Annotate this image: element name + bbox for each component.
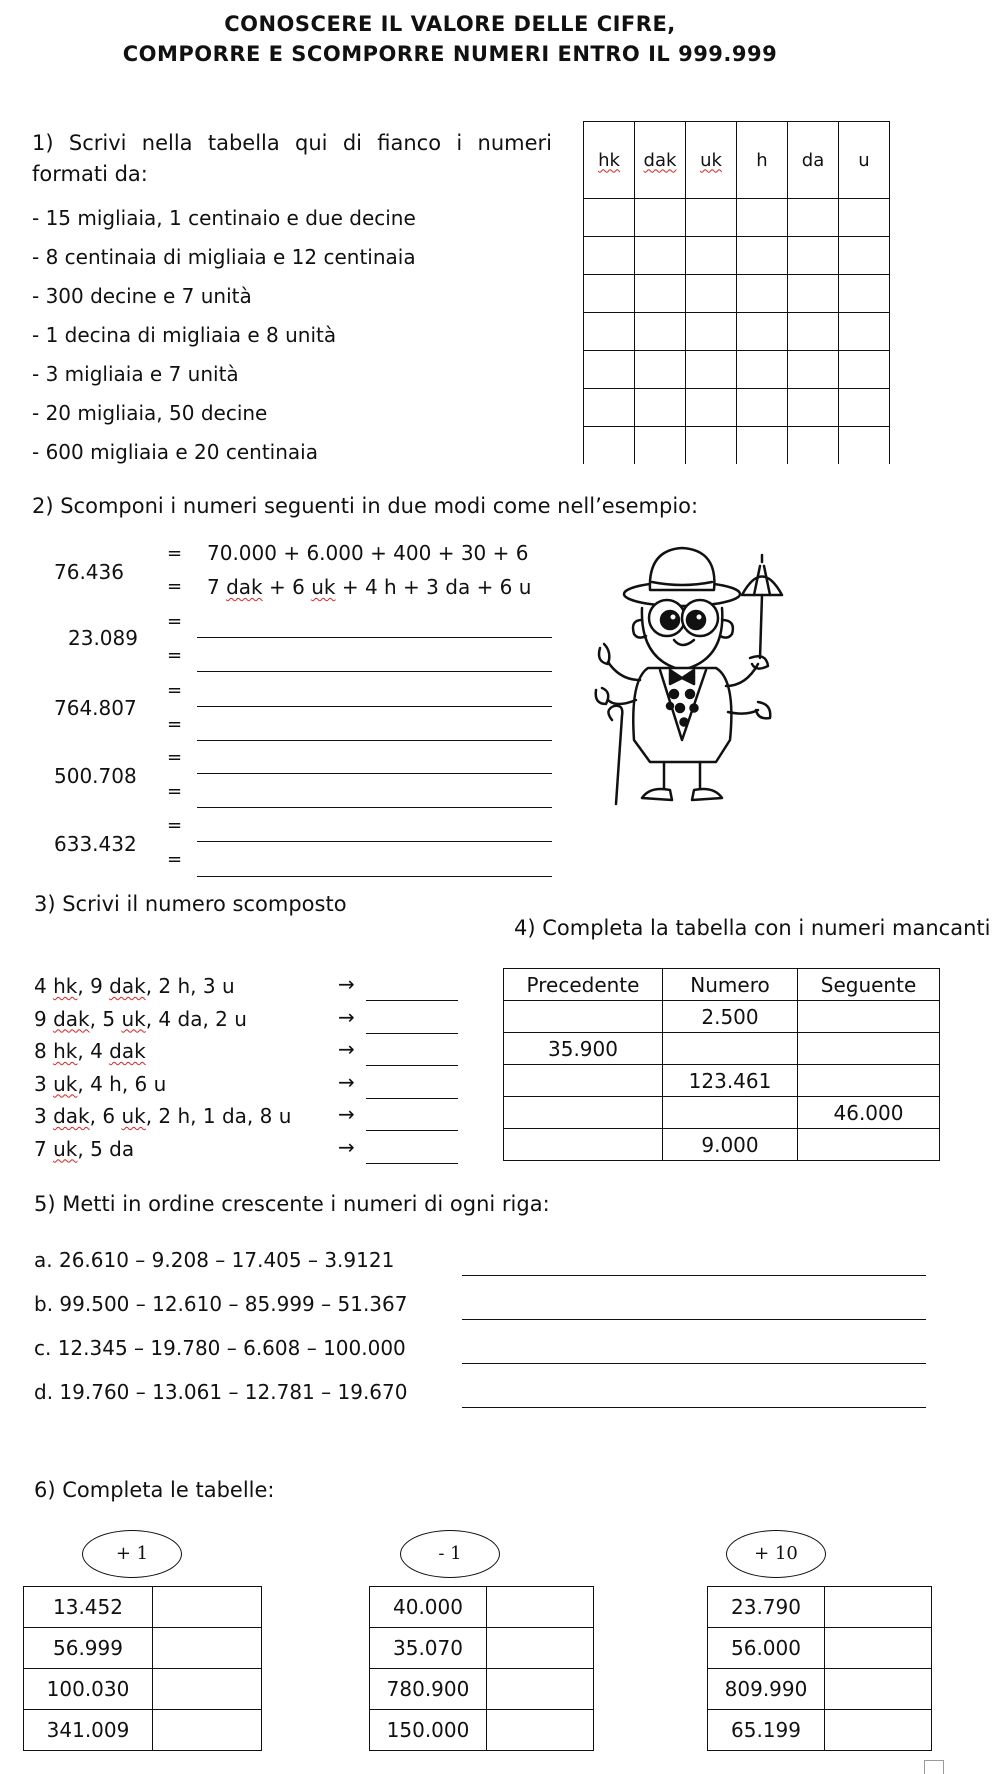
header-uk: uk <box>700 149 722 171</box>
answer-cell[interactable] <box>635 275 686 313</box>
table-cell[interactable] <box>798 1033 940 1065</box>
equals-sign: = <box>167 680 183 701</box>
answer-cell[interactable] <box>839 389 890 427</box>
equals-sign: = <box>167 815 183 836</box>
answer-cell[interactable] <box>487 1587 594 1628</box>
ex2-prompt: 2) Scomponi i numeri seguenti in due modi come nell’esempio: <box>32 494 699 518</box>
header-seguente: Seguente <box>798 969 940 1001</box>
decompose-number: 764.807 <box>54 696 137 720</box>
answer-cell[interactable] <box>825 1710 932 1751</box>
table-cell[interactable] <box>504 1065 663 1097</box>
order-row: c. 12.345 – 19.780 – 6.608 – 100.000 <box>34 1336 406 1360</box>
operation-oval: - 1 <box>400 1530 500 1578</box>
place-value-table <box>583 121 890 464</box>
list-item: - 20 migliaia, 50 decine <box>32 401 268 425</box>
operation-oval: + 1 <box>82 1530 182 1578</box>
arrow-icon: → <box>338 972 355 996</box>
answer-cell[interactable] <box>737 427 788 465</box>
answer-cell[interactable] <box>584 351 635 389</box>
table-cell: 23.790 <box>708 1587 825 1628</box>
answer-cell[interactable] <box>686 199 737 237</box>
table-cell: 100.030 <box>24 1669 153 1710</box>
answer-cell[interactable] <box>788 351 839 389</box>
order-row: a. 26.610 – 9.208 – 17.405 – 3.9121 <box>34 1248 395 1272</box>
answer-line[interactable] <box>366 1065 458 1066</box>
answer-cell[interactable] <box>788 389 839 427</box>
answer-line[interactable] <box>197 740 552 741</box>
table-cell[interactable]: 35.900 <box>504 1033 663 1065</box>
answer-cell[interactable] <box>584 313 635 351</box>
decompose-number: 633.432 <box>54 832 137 856</box>
ex5-prompt: 5) Metti in ordine crescente i numeri di ogni riga: <box>34 1192 550 1216</box>
ex3-rows <box>34 970 291 1165</box>
ex3-arrows <box>338 968 355 1163</box>
equals-sign: = <box>167 781 183 802</box>
ex3-prompt: 3) Scrivi il numero scomposto <box>34 892 347 916</box>
ex3-row: 9 dak, 5 uk, 4 da, 2 u <box>34 1006 247 1031</box>
equals-sign: = <box>167 849 183 870</box>
answer-line[interactable] <box>462 1275 926 1276</box>
answer-cell[interactable] <box>635 351 686 389</box>
answer-cell[interactable] <box>737 199 788 237</box>
answer-cell[interactable] <box>788 275 839 313</box>
answer-line[interactable] <box>366 1163 458 1164</box>
table-cell[interactable] <box>798 1065 940 1097</box>
table-cell[interactable]: 2.500 <box>663 1001 798 1033</box>
ex3-row: 3 dak, 6 uk, 2 h, 1 da, 8 u <box>34 1104 292 1128</box>
list-item: - 3 migliaia e 7 unità <box>32 362 239 386</box>
answer-line[interactable] <box>366 1130 458 1131</box>
answer-cell[interactable] <box>487 1710 594 1751</box>
answer-cell[interactable] <box>584 427 635 465</box>
ex3-row: 8 hk, 4 dak <box>34 1039 146 1063</box>
table-cell: 780.900 <box>370 1669 487 1710</box>
answer-line[interactable] <box>197 841 552 842</box>
header-precedente: Precedente <box>504 969 663 1001</box>
answer-cell[interactable] <box>839 237 890 275</box>
arrow-icon: → <box>338 1037 355 1061</box>
answer-cell[interactable] <box>737 275 788 313</box>
decompose-number: 500.708 <box>54 764 137 788</box>
answer-line[interactable] <box>197 876 552 877</box>
answer-cell[interactable] <box>825 1669 932 1710</box>
answer-cell[interactable] <box>737 351 788 389</box>
table-cell[interactable] <box>663 1097 798 1129</box>
answer-cell[interactable] <box>839 427 890 465</box>
answer-cell[interactable] <box>635 199 686 237</box>
answer-cell[interactable] <box>737 237 788 275</box>
answer-line[interactable] <box>366 1033 458 1034</box>
list-item: - 15 migliaia, 1 centinaio e due decine <box>32 206 416 230</box>
table-cell: 56.999 <box>24 1628 153 1669</box>
ex1-list <box>32 206 416 479</box>
table-cell[interactable] <box>504 1097 663 1129</box>
header-h: h <box>756 149 768 171</box>
answer-cell[interactable] <box>788 199 839 237</box>
list-item: - 1 decina di migliaia e 8 unità <box>32 323 337 347</box>
equals-sign: = <box>167 645 183 666</box>
answer-cell[interactable] <box>686 351 737 389</box>
table-cell[interactable]: 46.000 <box>798 1097 940 1129</box>
answer-cell[interactable] <box>153 1587 262 1628</box>
answer-cell[interactable] <box>635 389 686 427</box>
example-line-1: 70.000 + 6.000 + 400 + 30 + 6 <box>207 541 529 565</box>
ex1-prompt: 1) Scrivi nella tabella qui di fianco i numeri formati da: <box>32 131 552 186</box>
arrow-icon: → <box>338 1069 355 1094</box>
equals-sign: = <box>167 543 183 564</box>
answer-cell[interactable] <box>686 427 737 465</box>
table-cell[interactable]: 9.000 <box>663 1129 798 1161</box>
ex3-row: 3 uk, 4 h, 6 u <box>34 1071 167 1096</box>
answer-cell[interactable] <box>788 237 839 275</box>
answer-line[interactable] <box>462 1407 926 1408</box>
title-line-2: COMPORRE E SCOMPORRE NUMERI ENTRO IL 999.999 <box>122 42 778 66</box>
table-cell: 40.000 <box>370 1587 487 1628</box>
equals-sign: = <box>167 576 183 597</box>
decompose-number: 23.089 <box>68 626 138 650</box>
ex3-row: 4 hk, 9 dak, 2 h, 3 u <box>34 974 235 998</box>
header-numero: Numero <box>663 969 798 1001</box>
answer-cell[interactable] <box>635 237 686 275</box>
equals-sign: = <box>167 747 183 768</box>
list-item: - 300 decine e 7 unità <box>32 284 252 308</box>
answer-cell[interactable] <box>825 1587 932 1628</box>
answer-cell[interactable] <box>737 313 788 351</box>
equals-sign: = <box>167 714 183 735</box>
page-title <box>0 12 900 66</box>
answer-cell[interactable] <box>737 389 788 427</box>
arrow-icon: → <box>338 1102 355 1126</box>
example-line-2: 7 dak + 6 uk + 4 h + 3 da + 6 u <box>207 575 532 599</box>
ex4-prompt: 4) Completa la tabella con i numeri mancanti <box>514 916 991 940</box>
table-cell: 13.452 <box>24 1587 153 1628</box>
answer-cell[interactable] <box>788 427 839 465</box>
answer-line[interactable] <box>197 671 552 672</box>
ex6-prompt: 6) Completa le tabelle: <box>34 1478 275 1502</box>
answer-line[interactable] <box>462 1319 926 1320</box>
answer-cell[interactable] <box>839 199 890 237</box>
answer-cell[interactable] <box>635 313 686 351</box>
predecessor-successor-table <box>503 968 940 1161</box>
table-cell: 150.000 <box>370 1710 487 1751</box>
answer-cell[interactable] <box>487 1628 594 1669</box>
table-cell: 65.199 <box>708 1710 825 1751</box>
operation-table-minus-1 <box>369 1586 594 1751</box>
header-dak: dak <box>643 149 677 171</box>
table-cell: 341.009 <box>24 1710 153 1751</box>
header-hk: hk <box>598 149 620 171</box>
title-line-1: CONOSCERE IL VALORE DELLE CIFRE, <box>224 12 676 36</box>
arrow-icon: → <box>338 1134 355 1159</box>
answer-cell[interactable] <box>487 1669 594 1710</box>
answer-cell[interactable] <box>839 313 890 351</box>
list-item: - 8 centinaia di migliaia e 12 centinaia <box>32 245 416 269</box>
table-cell: 809.990 <box>708 1669 825 1710</box>
table-cell[interactable] <box>798 1129 940 1161</box>
answer-cell[interactable] <box>153 1669 262 1710</box>
answer-cell[interactable] <box>153 1628 262 1669</box>
answer-cell[interactable] <box>584 199 635 237</box>
answer-line[interactable] <box>197 637 552 638</box>
list-item: - 600 migliaia e 20 centinaia <box>32 440 318 464</box>
answer-line[interactable] <box>197 807 552 808</box>
header-da: da <box>801 149 825 171</box>
answer-cell[interactable] <box>686 275 737 313</box>
table-cell[interactable] <box>663 1033 798 1065</box>
answer-line[interactable] <box>197 773 552 774</box>
answer-line[interactable] <box>462 1363 926 1364</box>
answer-cell[interactable] <box>584 237 635 275</box>
answer-cell[interactable] <box>686 313 737 351</box>
cartoon-character-illustration <box>590 540 790 815</box>
answer-cell[interactable] <box>635 427 686 465</box>
order-row: d. 19.760 – 13.061 – 12.781 – 19.670 <box>34 1380 408 1404</box>
answer-cell[interactable] <box>584 389 635 427</box>
operation-oval: + 10 <box>726 1530 826 1578</box>
answer-cell[interactable] <box>839 351 890 389</box>
header-u: u <box>858 149 870 171</box>
answer-line[interactable] <box>366 1098 458 1099</box>
table-cell[interactable] <box>798 1001 940 1033</box>
equals-sign: = <box>167 611 183 632</box>
answer-line[interactable] <box>197 706 552 707</box>
answer-cell[interactable] <box>788 313 839 351</box>
table-cell[interactable] <box>504 1001 663 1033</box>
table-cell[interactable]: 123.461 <box>663 1065 798 1097</box>
arrow-icon: → <box>338 1004 355 1029</box>
answer-cell[interactable] <box>153 1710 262 1751</box>
answer-cell[interactable] <box>686 389 737 427</box>
table-cell: 35.070 <box>370 1628 487 1669</box>
answer-cell[interactable] <box>686 237 737 275</box>
order-row: b. 99.500 – 12.610 – 85.999 – 51.367 <box>34 1292 408 1316</box>
answer-line[interactable] <box>366 1000 458 1001</box>
operation-table-plus-10 <box>707 1586 932 1751</box>
answer-cell[interactable] <box>839 275 890 313</box>
example-number: 76.436 <box>54 560 124 584</box>
answer-cell[interactable] <box>584 275 635 313</box>
ex3-row: 7 uk, 5 da <box>34 1136 135 1161</box>
page-corner-handle <box>924 1760 944 1774</box>
table-cell: 56.000 <box>708 1628 825 1669</box>
operation-table-plus-1 <box>23 1586 262 1751</box>
answer-cell[interactable] <box>825 1628 932 1669</box>
table-cell[interactable] <box>504 1129 663 1161</box>
